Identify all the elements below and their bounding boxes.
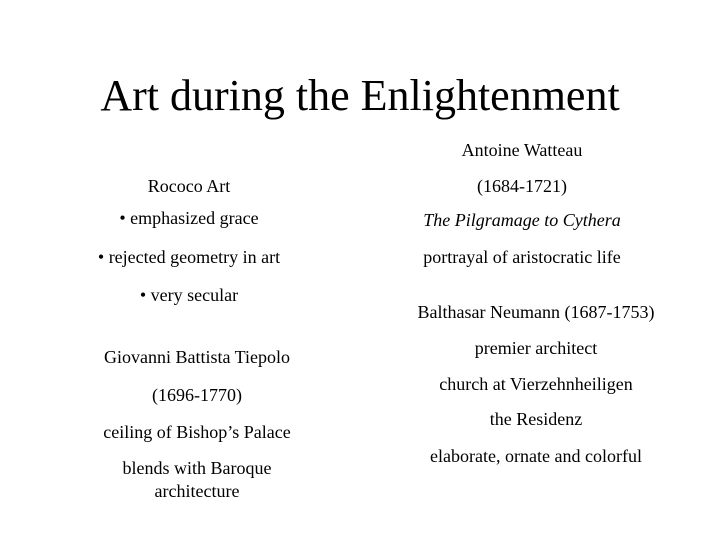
watteau-name: Antoine Watteau bbox=[461, 140, 583, 160]
neumann-work-residenz: the Residenz bbox=[489, 409, 583, 429]
rococo-heading: Rococo Art bbox=[147, 176, 231, 196]
tiepolo-work: ceiling of Bishop’s Palace bbox=[103, 422, 291, 442]
tiepolo-dates: (1696-1770) bbox=[152, 385, 242, 405]
neumann-note: elaborate, ornate and colorful bbox=[430, 446, 642, 466]
tiepolo-note-line2: architecture bbox=[154, 481, 240, 501]
bullet-emphasized-grace: • emphasized grace bbox=[119, 208, 259, 228]
bullet-very-secular: • very secular bbox=[139, 285, 239, 305]
neumann-role: premier architect bbox=[474, 338, 598, 358]
neumann-work-church: church at Vierzehnheiligen bbox=[439, 374, 633, 394]
watteau-work: The Pilgramage to Cythera bbox=[423, 210, 621, 230]
watteau-dates: (1684-1721) bbox=[477, 176, 567, 196]
tiepolo-name: Giovanni Battista Tiepolo bbox=[103, 347, 291, 367]
watteau-note: portrayal of aristocratic life bbox=[423, 247, 621, 267]
tiepolo-note-line1: blends with Baroque bbox=[122, 458, 272, 478]
neumann-name-dates: Balthasar Neumann (1687-1753) bbox=[417, 302, 655, 322]
slide-title: Art during the Enlightenment bbox=[100, 71, 620, 120]
bullet-rejected-geometry: • rejected geometry in art bbox=[97, 247, 281, 267]
